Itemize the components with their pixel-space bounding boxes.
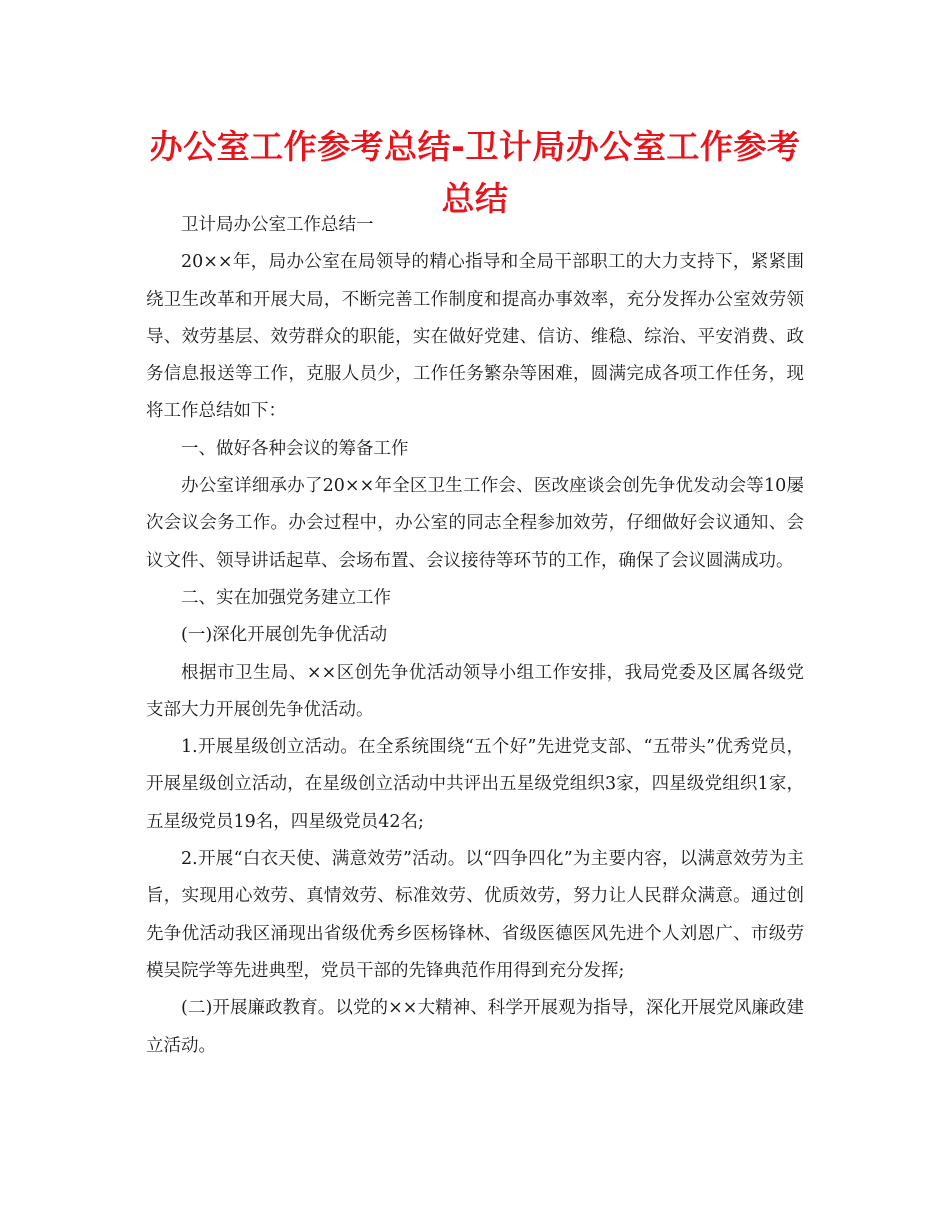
body-paragraph: (二)开展廉政教育。以党的××大精神、科学开展观为指导，深化开展党风廉政建立活动。 [146, 998, 804, 1056]
document-title: 办公室工作参考总结-卫计局办公室工作参考总结 [149, 127, 801, 218]
section-heading: 一、做好各种会议的筹备工作 [181, 438, 409, 459]
body-paragraph: 20××年，局办公室在局领导的精心指导和全局干部职工的大力支持下，紧紧围绕卫生改革和开展大局，不断完善工作制度和提高办事效率，充分发挥办公室效劳领导、效劳基层、效劳群众的职能，实在做好党建、信访、维稳、综治、平安消费、政务信息报送等工作，克服人员少，工作任务繁杂等困难，圆满完成各项工作任务，现将工作总结如下： [146, 252, 804, 422]
section-heading: 二、实在加强党务建立工作 [181, 587, 391, 608]
body-paragraph: 2.开展“白衣天使、满意效劳”活动。以“四争四化”为主要内容，以满意效劳为主旨，实现用心效劳、真情效劳、标准效劳、优质效劳，努力让人民群众满意。通过创先争优活动我区涌现出省级优秀乡医杨锋林、省级医德医风先进个人刘恩广、市级劳模吴院学等先进典型，党员干部的先锋典范作用得到充分发挥; [146, 849, 804, 981]
body-paragraph: 1.开展星级创立活动。在全系统围绕“五个好”先进党支部、“五带头”优秀党员，开展星级创立活动，在星级创立活动中共评出五星级党组织3家，四星级党组织1家，五星级党员19名，四星级党员42名; [146, 737, 804, 832]
section-heading: 卫计局办公室工作总结一 [181, 215, 374, 235]
subsection-heading: (一)深化开展创先争优活动 [181, 625, 388, 646]
document-body [146, 207, 804, 1065]
body-paragraph: 根据市卫生局、××区创先争优活动领导小组工作安排，我局党委及区属各级党支部大力开展创先争优活动。 [146, 662, 804, 720]
body-paragraph: 办公室详细承办了20××年全区卫生工作会、医改座谈会创先争优发动会等10屡次会议会务工作。办会过程中，办公室的同志全程参加效劳，仔细做好会议通知、会议文件、领导讲话起草、会场布置、会议接待等环节的工作，确保了会议圆满成功。 [146, 476, 804, 571]
